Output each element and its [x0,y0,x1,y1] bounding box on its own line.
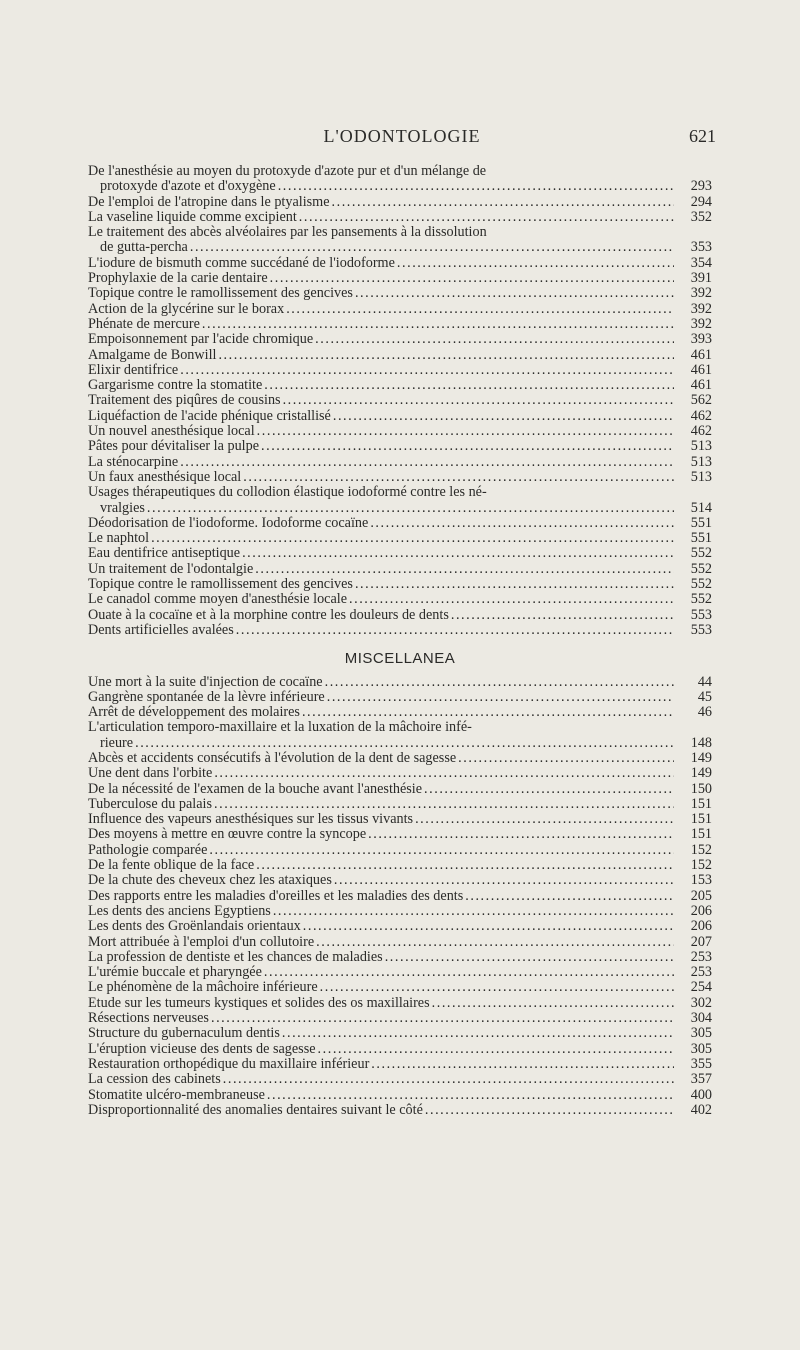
toc-entry-line [88,546,712,561]
toc-entry [88,1057,712,1072]
toc-entry-page: 553 [690,606,712,623]
toc-entry [88,766,712,781]
toc-entry-first-line: Le traitement des abcès alvéolaires par les pansements à la dissolution [88,224,487,241]
toc-entry [88,164,712,195]
toc-entry-line [88,935,712,950]
toc-entry [88,592,712,607]
toc-entry-page: 402 [690,1101,712,1118]
toc-entry-line [88,562,712,577]
toc-entry-line [88,286,712,301]
toc-entry-title: Action de la glycérine sur le borax [88,300,285,317]
toc-entry-page: 45 [697,688,712,705]
toc-entry-page: 153 [690,872,712,889]
dot-leader [283,393,674,408]
section-formulary [88,164,712,638]
toc-entry [88,455,712,470]
toc-entry [88,378,712,393]
toc-entry [88,546,712,561]
toc-entry-line [88,1042,712,1057]
toc-entry-title: Les dents des Groënlandais orientaux [88,918,301,935]
toc-entry-line [88,1026,712,1041]
toc-entry-title: Phénate de mercure [88,315,200,332]
toc-entry-line [88,919,712,934]
toc-entry-page: 513 [690,438,712,455]
toc-entry-line [88,782,712,797]
toc-entry-title: La sténocarpine [88,453,179,470]
toc-entry [88,485,712,516]
toc-entry [88,317,712,332]
dot-leader [316,935,674,950]
toc-entry-title: de gutta-percha [100,239,188,256]
toc-entry-page: 552 [690,545,712,562]
toc-entry-title: Restauration orthopédique du maxillaire inférieur [88,1055,370,1072]
toc-entry-page: 302 [690,994,712,1011]
dot-leader [303,919,674,934]
dot-leader [256,858,674,873]
toc-entry-title: Le canadol comme moyen d'anesthésie locale [88,591,348,608]
toc-entry-page: 206 [690,918,712,935]
toc-entry-title: Une dent dans l'orbite [88,765,213,782]
toc-entry-page: 149 [690,749,712,766]
toc-entry [88,675,712,690]
dot-leader [397,256,674,271]
toc-entry-page: 352 [690,208,712,225]
table-of-contents [88,164,712,1118]
toc-entry [88,286,712,301]
toc-entry-page: 293 [690,178,712,195]
toc-entry-page: 152 [690,841,712,858]
toc-entry-title: Tuberculose du palais [88,795,212,812]
dot-leader [432,996,674,1011]
toc-entry-line [88,501,712,516]
toc-entry [88,531,712,546]
dot-leader [264,965,674,980]
toc-entry [88,577,712,592]
toc-entry-line [88,195,712,210]
toc-entry [88,348,712,363]
toc-entry-title: Disproportionnalité des anomalies dentaires suivant le côté [88,1101,423,1118]
dot-leader [327,690,674,705]
toc-entry [88,409,712,424]
dot-leader [315,332,674,347]
toc-entry-page: 552 [690,576,712,593]
toc-entry-page: 148 [690,734,712,751]
dot-leader [218,348,674,363]
toc-entry-line [88,950,712,965]
toc-entry [88,690,712,705]
toc-entry-line [88,889,712,904]
toc-entry-line [88,592,712,607]
toc-entry-line [88,317,712,332]
toc-entry [88,858,712,873]
toc-entry-page: 392 [690,315,712,332]
toc-entry [88,562,712,577]
toc-entry-title: Dents artificielles avalées [88,621,234,638]
dot-leader [190,240,674,255]
toc-entry-page: 353 [690,239,712,256]
toc-entry-line [88,179,712,194]
toc-entry [88,332,712,347]
dot-leader [261,439,674,454]
dot-leader [332,195,674,210]
toc-entry-page: 513 [690,453,712,470]
toc-entry-line [88,470,712,485]
toc-entry [88,720,712,751]
dot-leader [325,675,674,690]
toc-entry-page: 461 [690,361,712,378]
toc-entry-title: Topique contre le ramollissement des gencives [88,576,353,593]
toc-entry [88,1088,712,1103]
toc-entry-title: De l'emploi de l'atropine dans le ptyalisme [88,193,330,210]
toc-entry-title: rieure [100,734,134,751]
toc-entry-line [88,858,712,873]
dot-leader [135,736,674,751]
dot-leader [214,797,674,812]
dot-leader [458,751,674,766]
toc-entry-title: Ouate à la cocaïne et à la morphine contre les douleurs de dents [88,606,449,623]
toc-entry-line [88,623,712,638]
toc-entry-title: Etude sur les tumeurs kystiques et solides des os maxillaires [88,994,430,1011]
toc-entry-title: Prophylaxie de la carie dentaire [88,270,268,287]
running-header [88,126,716,152]
toc-entry-title: Des rapports entre les maladies d'oreilles et les maladies des dents [88,887,464,904]
toc-entry-title: Le phénomène de la mâchoire inférieure [88,979,318,996]
toc-entry [88,363,712,378]
toc-entry-title: L'éruption vicieuse des dents de sagesse [88,1040,316,1057]
dot-leader [368,827,674,842]
toc-entry-title: L'urémie buccale et pharyngée [88,964,262,981]
toc-entry-page: 151 [690,811,712,828]
dot-leader [355,286,674,301]
toc-entry-line [88,1057,712,1072]
toc-entry [88,608,712,623]
toc-entry-line [88,1072,712,1087]
toc-entry [88,225,712,256]
dot-leader [147,501,674,516]
toc-entry-line [88,996,712,1011]
toc-entry-title: De la chute des cheveux chez les ataxiques [88,872,332,889]
toc-entry-title: vralgies [100,499,145,516]
toc-entry-page: 552 [690,591,712,608]
toc-entry [88,797,712,812]
toc-entry-line [88,240,712,255]
toc-entry [88,1011,712,1026]
dot-leader [242,546,674,561]
toc-entry-page: 461 [690,346,712,363]
toc-entry-title: Amalgame de Bonwill [88,346,217,363]
toc-entry-title: De la nécessité de l'examen de la bouche avant l'anesthésie [88,780,423,797]
toc-entry-title: Le naphtol [88,530,150,547]
toc-entry [88,950,712,965]
toc-entry-line [88,843,712,858]
toc-entry [88,889,712,904]
dot-leader [465,889,674,904]
toc-entry-page: 392 [690,285,712,302]
dot-leader [355,577,674,592]
toc-entry-line [88,302,712,317]
toc-entry-page: 391 [690,270,712,287]
toc-entry [88,996,712,1011]
toc-entry-line [88,378,712,393]
toc-entry-page: 151 [690,826,712,843]
toc-entry-line [88,904,712,919]
dot-leader [273,904,674,919]
toc-entry-line [88,812,712,827]
toc-entry-title: Stomatite ulcéro-membraneuse [88,1086,265,1103]
toc-entry-page: 553 [690,621,712,638]
toc-entry-page: 461 [690,377,712,394]
toc-entry-line [88,409,712,424]
toc-entry-title: La profession de dentiste et les chances de maladies [88,948,383,965]
toc-entry-first-line: L'articulation temporo-maxillaire et la luxation de la mâchoire infé- [88,719,472,736]
toc-entry-line [88,577,712,592]
toc-entry-page: 355 [690,1055,712,1072]
dot-leader [151,531,674,546]
toc-entry-title: Des moyens à mettre en œuvre contre la syncope [88,826,367,843]
toc-entry-title: Traitement des piqûres de cousins [88,392,281,409]
toc-entry [88,705,712,720]
dot-leader [299,210,674,225]
toc-entry-page: 305 [690,1040,712,1057]
toc-entry-page: 305 [690,1025,712,1042]
toc-entry-page: 354 [690,254,712,271]
toc-entry [88,623,712,638]
dot-leader [264,378,674,393]
toc-entry [88,302,712,317]
toc-entry-title: Influence des vapeurs anesthésiques sur les tissus vivants [88,811,414,828]
toc-entry [88,935,712,950]
dot-leader [333,409,674,424]
toc-entry-title: Topique contre le ramollissement des gencives [88,285,353,302]
dot-leader [243,470,674,485]
toc-entry-title: Une mort à la suite d'injection de cocaïne [88,673,323,690]
toc-entry-page: 551 [690,514,712,531]
dot-leader [318,1042,674,1057]
toc-entry-page: 254 [690,979,712,996]
dot-leader [424,782,674,797]
toc-entry-title: Un faux anesthésique local [88,468,242,485]
toc-entry-title: Arrêt de développement des molaires [88,704,300,721]
toc-entry-line [88,827,712,842]
toc-entry [88,439,712,454]
toc-entry-page: 551 [690,530,712,547]
toc-entry-first-line: De l'anesthésie au moyen du protoxyde d'azote pur et d'un mélange de [88,163,487,179]
dot-leader [334,873,674,888]
dot-leader [257,424,674,439]
toc-entry-title: Structure du gubernaculum dentis [88,1025,280,1042]
dot-leader [180,455,674,470]
dot-leader [286,302,674,317]
toc-entry [88,256,712,271]
toc-entry-line [88,736,712,751]
toc-entry-page: 206 [690,902,712,919]
toc-entry-line [88,271,712,286]
toc-entry-line [88,531,712,546]
toc-entry-line [88,1011,712,1026]
toc-entry-page: 392 [690,300,712,317]
toc-entry-page: 205 [690,887,712,904]
toc-entry-line [88,424,712,439]
toc-entry-page: 514 [690,499,712,516]
dot-leader [267,1088,674,1103]
toc-entry-page: 253 [690,948,712,965]
toc-entry-line [88,256,712,271]
toc-entry [88,393,712,408]
toc-entry-title: Abcès et accidents consécutifs à l'évolution de la dent de sagesse [88,749,457,766]
dot-leader [425,1103,674,1118]
toc-entry [88,1042,712,1057]
toc-entry-line [88,980,712,995]
toc-entry [88,195,712,210]
toc-entry-line [88,348,712,363]
dot-leader [320,980,674,995]
toc-entry-line [88,766,712,781]
toc-entry [88,424,712,439]
toc-entry-title: Mort attribuée à l'emploi d'un collutoire [88,933,315,950]
toc-entry-page: 357 [690,1071,712,1088]
toc-entry [88,271,712,286]
toc-entry [88,1072,712,1087]
toc-entry-page: 149 [690,765,712,782]
toc-entry-title: protoxyde d'azote et d'oxygène [100,178,276,195]
toc-entry-page: 562 [690,392,712,409]
toc-entry-line [88,210,712,225]
toc-entry [88,210,712,225]
toc-entry-page: 513 [690,468,712,485]
toc-entry-title: De la fente oblique de la face [88,857,255,874]
toc-entry [88,516,712,531]
dot-leader [302,705,674,720]
toc-entry-page: 152 [690,857,712,874]
toc-entry-page: 150 [690,780,712,797]
dot-leader [270,271,674,286]
toc-entry-title: Résections nerveuses [88,1010,209,1027]
toc-entry-title: Pâtes pour dévitaliser la pulpe [88,438,259,455]
dot-leader [202,317,674,332]
toc-entry-line [88,439,712,454]
toc-entry-line [88,751,712,766]
toc-entry-line [88,455,712,470]
toc-entry [88,919,712,934]
toc-entry-title: Eau dentifrice antiseptique [88,545,241,562]
toc-entry-title: La cession des cabinets [88,1071,221,1088]
toc-entry [88,827,712,842]
toc-entry-page: 462 [690,423,712,440]
dot-leader [349,592,674,607]
toc-entry-first-line: Usages thérapeutiques du collodion élastique iodoformé contre les né- [88,484,487,501]
toc-entry-title: Empoisonnement par l'acide chromique [88,331,314,348]
toc-entry-page: 552 [690,560,712,577]
toc-entry-page: 253 [690,964,712,981]
toc-entry [88,965,712,980]
toc-entry [88,812,712,827]
dot-leader [236,623,674,638]
dot-leader [180,363,674,378]
toc-entry-line [88,332,712,347]
toc-entry-line [88,516,712,531]
toc-entry [88,1103,712,1118]
toc-entry-title: Pathologie comparée [88,841,208,858]
toc-entry-page: 304 [690,1010,712,1027]
toc-entry-page: 400 [690,1086,712,1103]
toc-entry-title: Un nouvel anesthésique local [88,423,255,440]
toc-entry-title: Elixir dentifrice [88,361,179,378]
toc-entry-page: 44 [697,673,712,690]
toc-entry-line [88,873,712,888]
dot-leader [282,1026,674,1041]
section-heading-miscellanea: MISCELLANEA [344,650,456,668]
toc-entry-title: L'iodure de bismuth comme succédané de l'iodoforme [88,254,395,271]
toc-entry-page: 207 [690,933,712,950]
toc-entry-page: 294 [690,193,712,210]
dot-leader [370,516,674,531]
journal-title: L'ODONTOLOGIE [323,126,481,146]
toc-entry-page: 46 [697,704,712,721]
toc-entry-line [88,608,712,623]
toc-entry-title: Les dents des anciens Egyptiens [88,902,271,919]
toc-entry-page: 151 [690,795,712,812]
toc-entry [88,1026,712,1041]
toc-entry-line [88,797,712,812]
dot-leader [211,1011,674,1026]
dot-leader [451,608,674,623]
toc-entry-title: Gangrène spontanée de la lèvre inférieure [88,688,325,705]
toc-entry-title: Liquéfaction de l'acide phénique cristallisé [88,407,331,424]
dot-leader [415,812,674,827]
toc-entry-line [88,1103,712,1118]
toc-entry-line [88,363,712,378]
toc-entry-title: Un traitement de l'odontalgie [88,560,254,577]
toc-entry [88,904,712,919]
section-miscellanea [88,675,712,1119]
dot-leader [385,950,674,965]
toc-entry [88,751,712,766]
toc-entry-line [88,705,712,720]
toc-entry [88,873,712,888]
dot-leader [214,766,674,781]
toc-entry-line [88,1088,712,1103]
toc-entry-line [88,675,712,690]
toc-entry [88,470,712,485]
toc-entry-line [88,393,712,408]
dot-leader [209,843,674,858]
dot-leader [255,562,674,577]
toc-entry-title: Déodorisation de l'iodoforme. Iodoforme cocaïne [88,514,369,531]
toc-entry-title: La vaseline liquide comme excipient [88,208,297,225]
toc-entry-title: Gargarisme contre la stomatite [88,377,263,394]
toc-entry-page: 393 [690,331,712,348]
dot-leader [371,1057,674,1072]
toc-entry-line [88,690,712,705]
toc-entry [88,782,712,797]
toc-entry [88,980,712,995]
dot-leader [278,179,674,194]
toc-entry [88,843,712,858]
page-number: 621 [689,126,716,146]
toc-entry-line [88,965,712,980]
dot-leader [223,1072,674,1087]
toc-entry-page: 462 [690,407,712,424]
